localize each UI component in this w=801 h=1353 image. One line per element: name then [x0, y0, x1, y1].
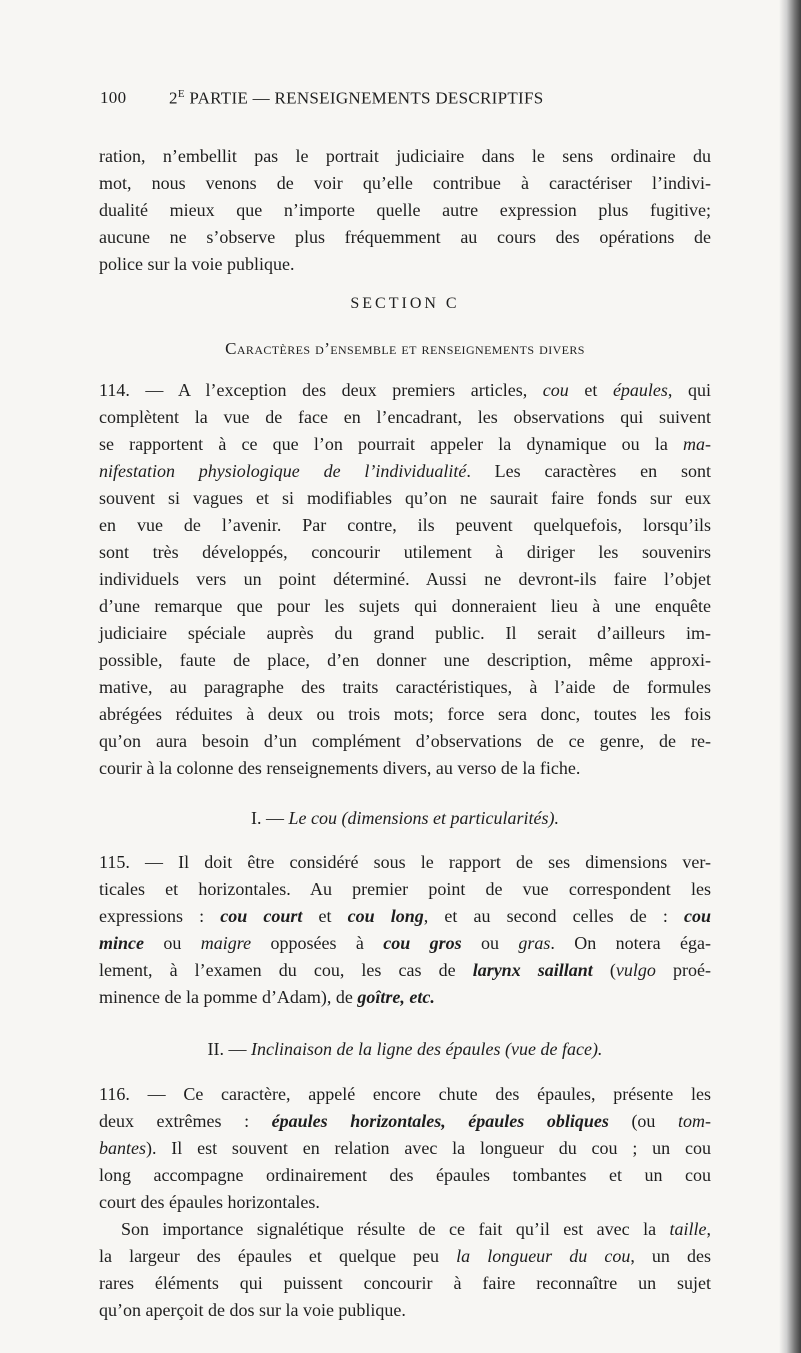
italic-term: épaules: [612, 380, 668, 400]
text: , et au second celles de :: [423, 906, 684, 926]
italic-term: tom-: [678, 1111, 711, 1131]
italic-term: maigre: [200, 933, 252, 953]
text-line: [99, 957, 711, 984]
text-line: [99, 1135, 711, 1162]
text-line: mot, nous venons de voir qu’elle contribue à caractériser l’indivi-: [99, 173, 711, 193]
text: (ou: [608, 1111, 678, 1131]
text: ,: [706, 1219, 711, 1239]
heading-number: II. —: [207, 1039, 252, 1059]
text: , qui: [667, 380, 711, 400]
text: lement, à l’examen du cou, les cas de: [99, 960, 473, 980]
heading-text: Le cou (dimensions et particularités).: [288, 808, 559, 828]
text: 114. — A l’exception des deux premiers articles,: [99, 380, 543, 400]
text: minence de la pomme d’Adam), de: [99, 987, 358, 1007]
page-edge-shadow: [779, 0, 801, 1353]
heading-number: I. —: [251, 808, 289, 828]
text-line: ration, n’embellit pas le portrait judiciaire dans le sens ordinaire du: [99, 146, 711, 166]
text-line: [99, 377, 711, 404]
text: Son importance signalétique résulte de ce fait qu’il est avec la: [121, 1219, 670, 1239]
text: expressions :: [99, 906, 221, 926]
bold-term: cou court: [220, 906, 303, 926]
heading-text: Inclinaison de la ligne des épaules (vue de face).: [251, 1039, 603, 1059]
text-line: rares éléments qui puissent concourir à faire reconnaître un sujet: [99, 1273, 711, 1293]
text: deux extrêmes :: [99, 1111, 272, 1131]
text: proé-: [655, 960, 711, 980]
italic-term: cou: [542, 380, 569, 400]
text-line: [99, 1216, 711, 1243]
part-title: PARTIE — RENSEIGNEMENTS DESCRIPTIFS: [189, 88, 544, 108]
text: ou: [461, 933, 519, 953]
bold-term: cou gros: [383, 933, 462, 953]
text: , un des: [630, 1246, 711, 1266]
text-line: souvent si vagues et si modifiables qu’on ne saurait faire fonds sur eux: [99, 488, 711, 508]
intro-paragraph: [99, 143, 711, 278]
paragraph-116-continued: [99, 1216, 711, 1324]
text-line: sont très développés, concourir utilement à diriger les souvenirs: [99, 542, 711, 562]
text: . On notera éga-: [550, 933, 711, 953]
text-line: dualité mieux que n’importe quelle autre expression plus fugitive;: [99, 200, 711, 220]
bold-term: mince: [99, 933, 144, 953]
bold-term: épaules horizontales, épaules obliques: [271, 1111, 609, 1131]
paragraph-114: [99, 377, 711, 782]
text-line: courir à la colonne des renseignements divers, au verso de la fiche.: [99, 758, 581, 778]
section-subtitle: Caractères d’ensemble et renseignements divers: [225, 339, 585, 358]
text-line: en vue de l’avenir. Par contre, ils peuvent quelquefois, lorsqu’ils: [99, 515, 711, 535]
text-line: qu’on aura besoin d’un complément d’observations de ce genre, de re-: [99, 731, 711, 751]
text-line: [99, 458, 711, 485]
text-line: long accompagne ordinairement des épaules tombantes et un cou: [99, 1165, 711, 1185]
text-line: [99, 903, 711, 930]
text-line: judiciaire spéciale auprès du grand public. Il serait d’ailleurs im-: [99, 623, 711, 643]
text: opposées à: [251, 933, 384, 953]
text-line: 115. — Il doit être considéré sous le rapport de ses dimensions ver-: [99, 852, 711, 872]
italic-term: vulgo: [615, 960, 656, 980]
text-line: possible, faute de place, d’en donner une description, même approxi-: [99, 650, 711, 670]
italic-term: taille: [669, 1219, 707, 1239]
text-line: ticales et horizontales. Au premier point de vue correspondent les: [99, 879, 711, 899]
italic-term: ma-: [683, 434, 711, 454]
section-title: SECTION C: [350, 295, 460, 312]
text-line: mative, au paragraphe des traits caractéristiques, à l’aide de formules: [99, 677, 711, 697]
text: la largeur des épaules et quelque peu: [99, 1246, 457, 1266]
bold-term: goître, etc.: [357, 987, 435, 1007]
part-number: 2: [169, 88, 178, 108]
italic-term: la longueur du cou: [456, 1246, 631, 1266]
text-line: court des épaules horizontales.: [99, 1192, 320, 1212]
text-line: [99, 431, 711, 458]
text-line: [99, 1243, 711, 1270]
text-line: aucune ne s’observe plus fréquemment au cours des opérations de: [99, 227, 711, 247]
page-number: 100: [100, 88, 127, 107]
running-header: [100, 88, 660, 112]
text-line: [99, 1108, 711, 1135]
running-title: [169, 88, 544, 109]
text-line: [99, 930, 711, 957]
heading-I: [99, 808, 711, 829]
italic-term: nifestation physiologique de l’individualité: [99, 461, 467, 481]
text-line: abrégées réduites à deux ou trois mots; force sera donc, toutes les fois: [99, 704, 711, 724]
part-superscript: E: [177, 88, 185, 100]
text: . Les caractères en sont: [466, 461, 711, 481]
text-line: d’une remarque que pour les sujets qui donneraient lieu à une enquête: [99, 596, 711, 616]
text-line: qu’on aperçoit de dos sur la voie publique.: [99, 1300, 406, 1320]
bold-term: cou long: [347, 906, 424, 926]
bold-term: larynx saillant: [472, 960, 593, 980]
text-line: individuels vers un point déterminé. Aussi ne devront-ils faire l’objet: [99, 569, 711, 589]
text-line: police sur la voie publique.: [99, 254, 295, 274]
italic-term: bantes: [99, 1138, 146, 1158]
text: ou: [144, 933, 201, 953]
text: et: [568, 380, 613, 400]
text: (: [592, 960, 616, 980]
italic-term: gras: [518, 933, 551, 953]
bold-term: cou: [684, 906, 711, 926]
text: se rapportent à ce que l’on pourrait appeler la dynamique ou la: [99, 434, 683, 454]
text-line: complètent la vue de face en l’encadrant, les observations qui suivent: [99, 407, 711, 427]
heading-II: [99, 1039, 711, 1060]
text-line: 116. — Ce caractère, appelé encore chute des épaules, présente les: [99, 1084, 711, 1104]
text: et: [302, 906, 348, 926]
text-line: [99, 984, 711, 1011]
text: ). Il est souvent en relation avec la longueur du cou ; un cou: [146, 1138, 711, 1158]
paragraph-115: [99, 849, 711, 1011]
paragraph-116: [99, 1081, 711, 1216]
